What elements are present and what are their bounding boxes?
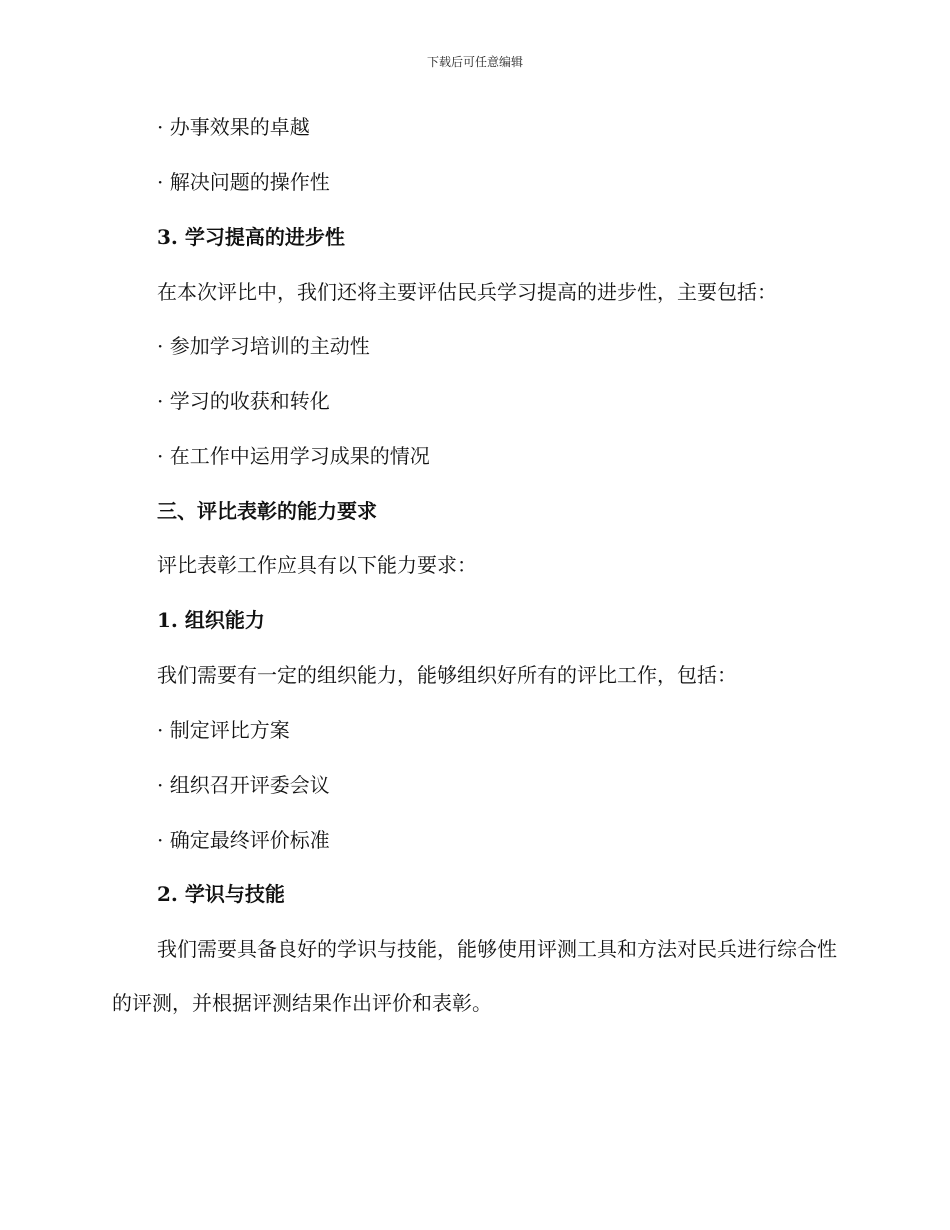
subsection-heading: 2. 学识与技能	[157, 882, 285, 906]
bullet-item: · 参加学习培训的主动性	[157, 334, 370, 358]
bullet-item: · 在工作中运用学习成果的情况	[157, 444, 430, 468]
bullet-item: · 组织召开评委会议	[157, 773, 330, 797]
bullet-item: · 办事效果的卓越	[157, 115, 310, 139]
subsection-heading: 1. 组织能力	[157, 608, 265, 632]
bullet-item: · 学习的收获和转化	[157, 389, 330, 413]
final-paragraph: 我们需要具备良好的学识与技能，能够使用评测工具和方法对民兵进行综合性的评测，并根据评测结果作出评价和表彰。	[112, 937, 837, 1015]
section-heading: 三、评比表彰的能力要求	[157, 499, 377, 523]
paragraph: 在本次评比中，我们还将主要评估民兵学习提高的进步性，主要包括：	[157, 280, 777, 304]
bullet-item: · 确定最终评价标准	[157, 828, 330, 852]
paragraph: 评比表彰工作应具有以下能力要求：	[157, 553, 477, 577]
paragraph: 我们需要有一定的组织能力，能够组织好所有的评比工作，包括：	[157, 663, 737, 687]
bullet-item: · 解决问题的操作性	[157, 170, 330, 194]
section-heading: 3. 学习提高的进步性	[157, 225, 345, 249]
page-header: 下载后可任意编辑	[426, 55, 523, 69]
bullet-item: · 制定评比方案	[157, 718, 290, 742]
